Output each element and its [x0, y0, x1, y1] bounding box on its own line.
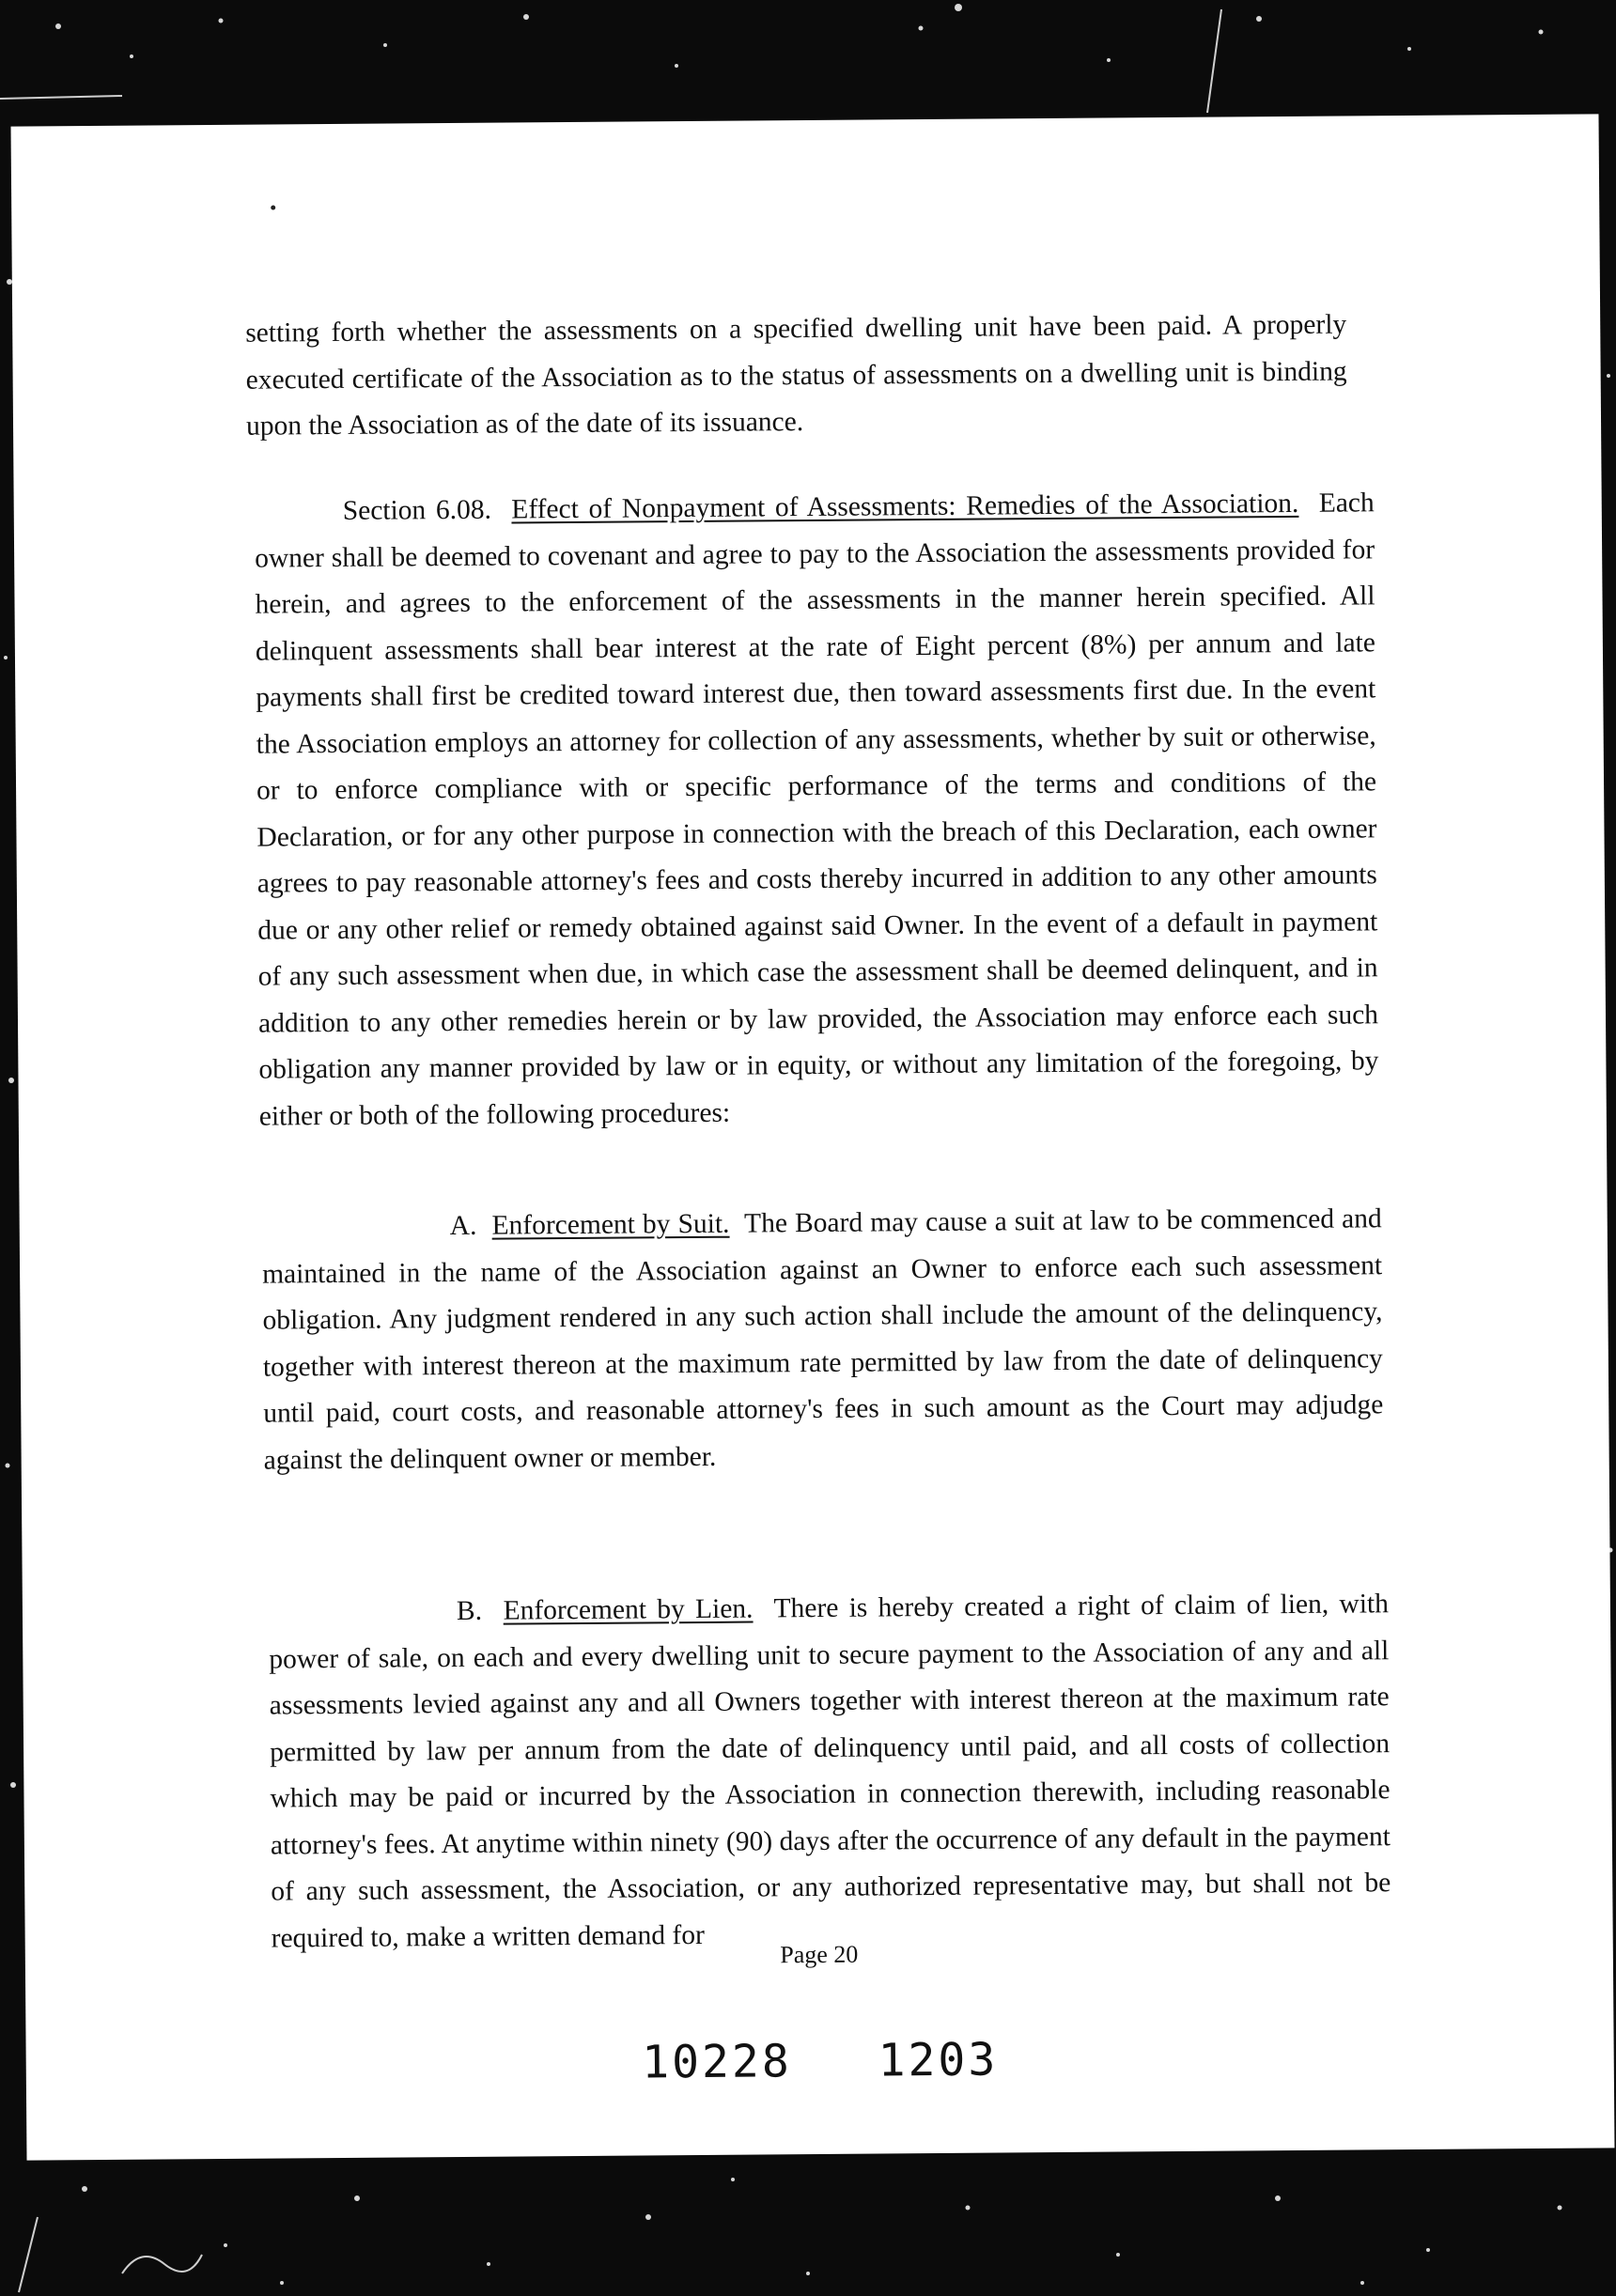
- subsection-b-body: There is hereby created a right of claim of lien, with power of sale, on each and every dwelling unit to secure payment to the Association of any and all assessments levied against any and all Owners together with interest thereon at the maximum rate permitted by law per annum from the date of delinquency until paid, and all costs of collection which may be paid or incurred by the Association in connection therewith, including reasonable attorney's fees. At anytime within ninety (90) days after the occurrence of any default in the payment of any such assessment, the Association, or any authorized representative may, but shall not be required to, make a written demand for: [269, 1589, 1391, 1954]
- stamp-page: 1203: [878, 2033, 999, 2087]
- section-6-08-body: Each owner shall be deemed to covenant and agree to pay to the Association the assessments provided for herein, and agrees to the enforcement of the assessments in the manner herein specified. All delinquent assessments shall bear interest at the rate of Eight percent (8%) per annum and late payments shall first be credited toward interest due, then toward assessments first due. In the event the Association employs an attorney for collection of any assessments, whether by suit or otherwise, or to enforce compliance with or specific performance of the terms and conditions of the Declaration, or for any other purpose in connection with the breach of this Declaration, each owner agrees to pay reasonable attorney's fees and costs thereby incurred in addition to any other amounts due or any other relief or remedy obtained against said Owner. In the event of a default in payment of any such assessment when due, in which case the assessment shall be deemed delinquent, and in addition to any other remedies herein or by law provided, the Association may enforce each such obligation any manner provided by law or in equity, or without any limitation of the foregoing, by either or both of the following procedures:: [255, 488, 1379, 1132]
- stamp-volume: 10228: [642, 2035, 792, 2089]
- subsection-a: [262, 1196, 1384, 1483]
- paragraph-certificate-text: setting forth whether the assessments on a specified dwelling unit have been paid. A properly executed certificate of the Association as to the status of assessments on a dwelling unit is binding upon the Association as of the date of its issuance.: [245, 309, 1347, 442]
- document-page: [11, 114, 1615, 2160]
- section-6-08-label: Section 6.08.: [342, 494, 492, 526]
- stray-mark: [271, 205, 275, 209]
- paragraph-certificate: [245, 303, 1347, 451]
- subsection-b: [269, 1581, 1391, 1962]
- subsection-a-heading: Enforcement by Suit.: [491, 1208, 730, 1241]
- subsection-b-label: B.: [456, 1595, 483, 1626]
- subsection-b-heading: Enforcement by Lien.: [503, 1593, 754, 1626]
- page-number: Page 20: [780, 1940, 859, 1969]
- subsection-a-body: The Board may cause a suit at law to be commenced and maintained in the name of the Association against an Owner to enforce each such assessment obligation. Any judgment rendered in any such action shall include the amount of the delinquency, together with interest thereon at the maximum rate permitted by law from the date of delinquency until paid, court costs, and reasonable attorney's fees in such amount as the Court may adjudge against the delinquent owner or member.: [261, 1203, 1384, 1476]
- recording-stamp: [26, 2028, 1614, 2093]
- section-6-08-heading: Effect of Nonpayment of Assessments: Remedies of the Association.: [511, 488, 1299, 525]
- section-6-08: [255, 480, 1379, 1140]
- subsection-a-label: A.: [449, 1210, 477, 1242]
